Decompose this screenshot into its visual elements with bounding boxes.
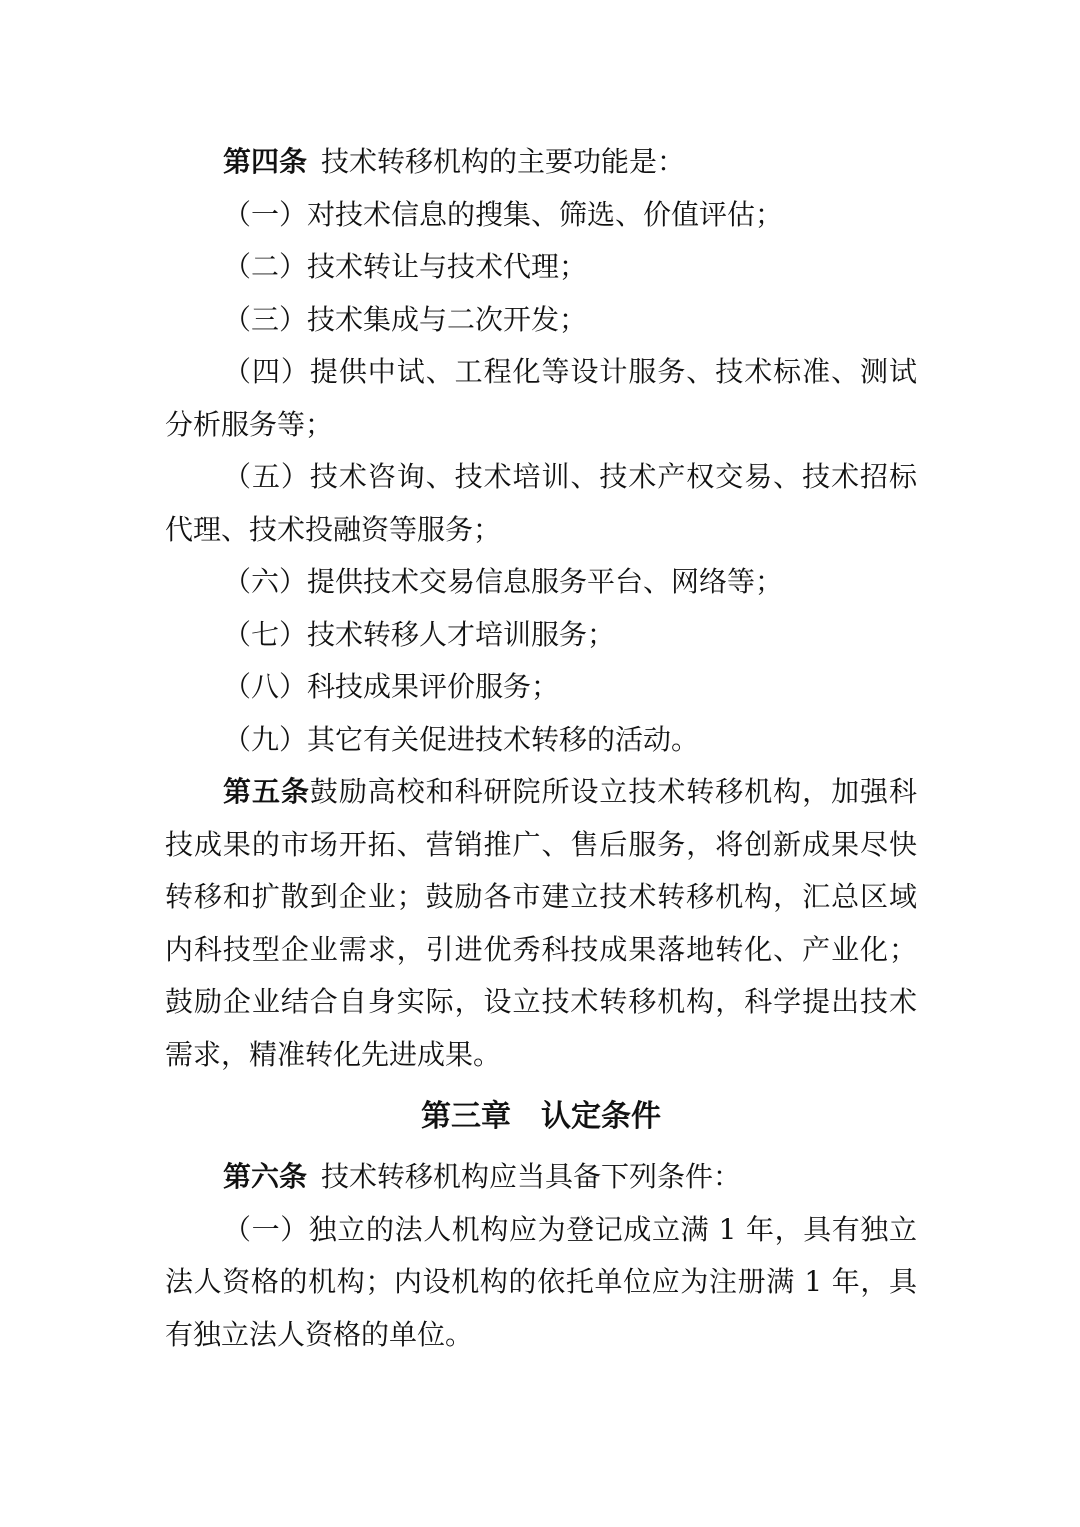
article6-heading	[165, 1151, 917, 1204]
chapter-number: 第三章	[421, 1099, 511, 1134]
article4-item-9: （九）其它有关促进技术转移的活动。	[223, 722, 700, 756]
article4-text: 技术转移机构的主要功能是：	[321, 145, 686, 178]
article4-item-5: （五）技术咨询、技术培训、技术产权交易、技术招标	[223, 460, 917, 493]
article4-item-4: （四）提供中试、工程化等设计服务、技术标准、测试	[223, 355, 917, 388]
article5-line-6: 需求，精准转化先进成果。	[165, 1037, 502, 1071]
article4-label: 第四条	[223, 145, 308, 178]
article4-item-6: （六）提供技术交易信息服务平台、网络等；	[223, 565, 784, 598]
article5-line-4: 内科技型企业需求，引进优秀科技成果落地转化、产业化；	[165, 932, 917, 966]
article4-item-3: （三）技术集成与二次开发；	[223, 302, 588, 336]
article6-item-1: （一）独立的法人机构应为登记成立满 1 年，具有独立	[223, 1212, 917, 1246]
article5-line-5: 鼓励企业结合自身实际，设立技术转移机构，科学提出技术	[165, 985, 917, 1018]
article4-heading	[165, 136, 917, 189]
article4-item-2: （二）技术转让与技术代理；	[223, 250, 588, 283]
article5-label: 第五条	[223, 775, 310, 808]
article4-item-8: （八）科技成果评价服务；	[223, 670, 560, 703]
article4-item-5-cont: 代理、技术投融资等服务；	[165, 512, 502, 546]
article6-item-1-line-2: 法人资格的机构；内设机构的依托单位应为注册满 1 年，具	[165, 1265, 917, 1298]
article5-first-line: 鼓励高校和科研院所设立技术转移机构，加强科	[309, 775, 917, 808]
article4-item-7: （七）技术转移人才培训服务；	[223, 617, 616, 651]
document-page	[165, 136, 917, 1361]
article6-item-1-line-3: 有独立法人资格的单位。	[165, 1317, 474, 1351]
article6-label: 第六条	[223, 1160, 308, 1193]
article5-heading	[165, 766, 917, 819]
article6-text: 技术转移机构应当具备下列条件：	[321, 1160, 742, 1193]
article4-item-4-cont: 分析服务等；	[165, 407, 334, 441]
article5-line-2: 技成果的市场开拓、营销推广、售后服务，将创新成果尽快	[165, 827, 917, 861]
chapter-heading	[165, 1085, 917, 1149]
chapter-title: 认定条件	[541, 1099, 661, 1134]
article4-item-1: （一）对技术信息的搜集、筛选、价值评估；	[223, 197, 784, 231]
article5-line-3: 转移和扩散到企业；鼓励各市建立技术转移机构，汇总区域	[165, 880, 917, 913]
